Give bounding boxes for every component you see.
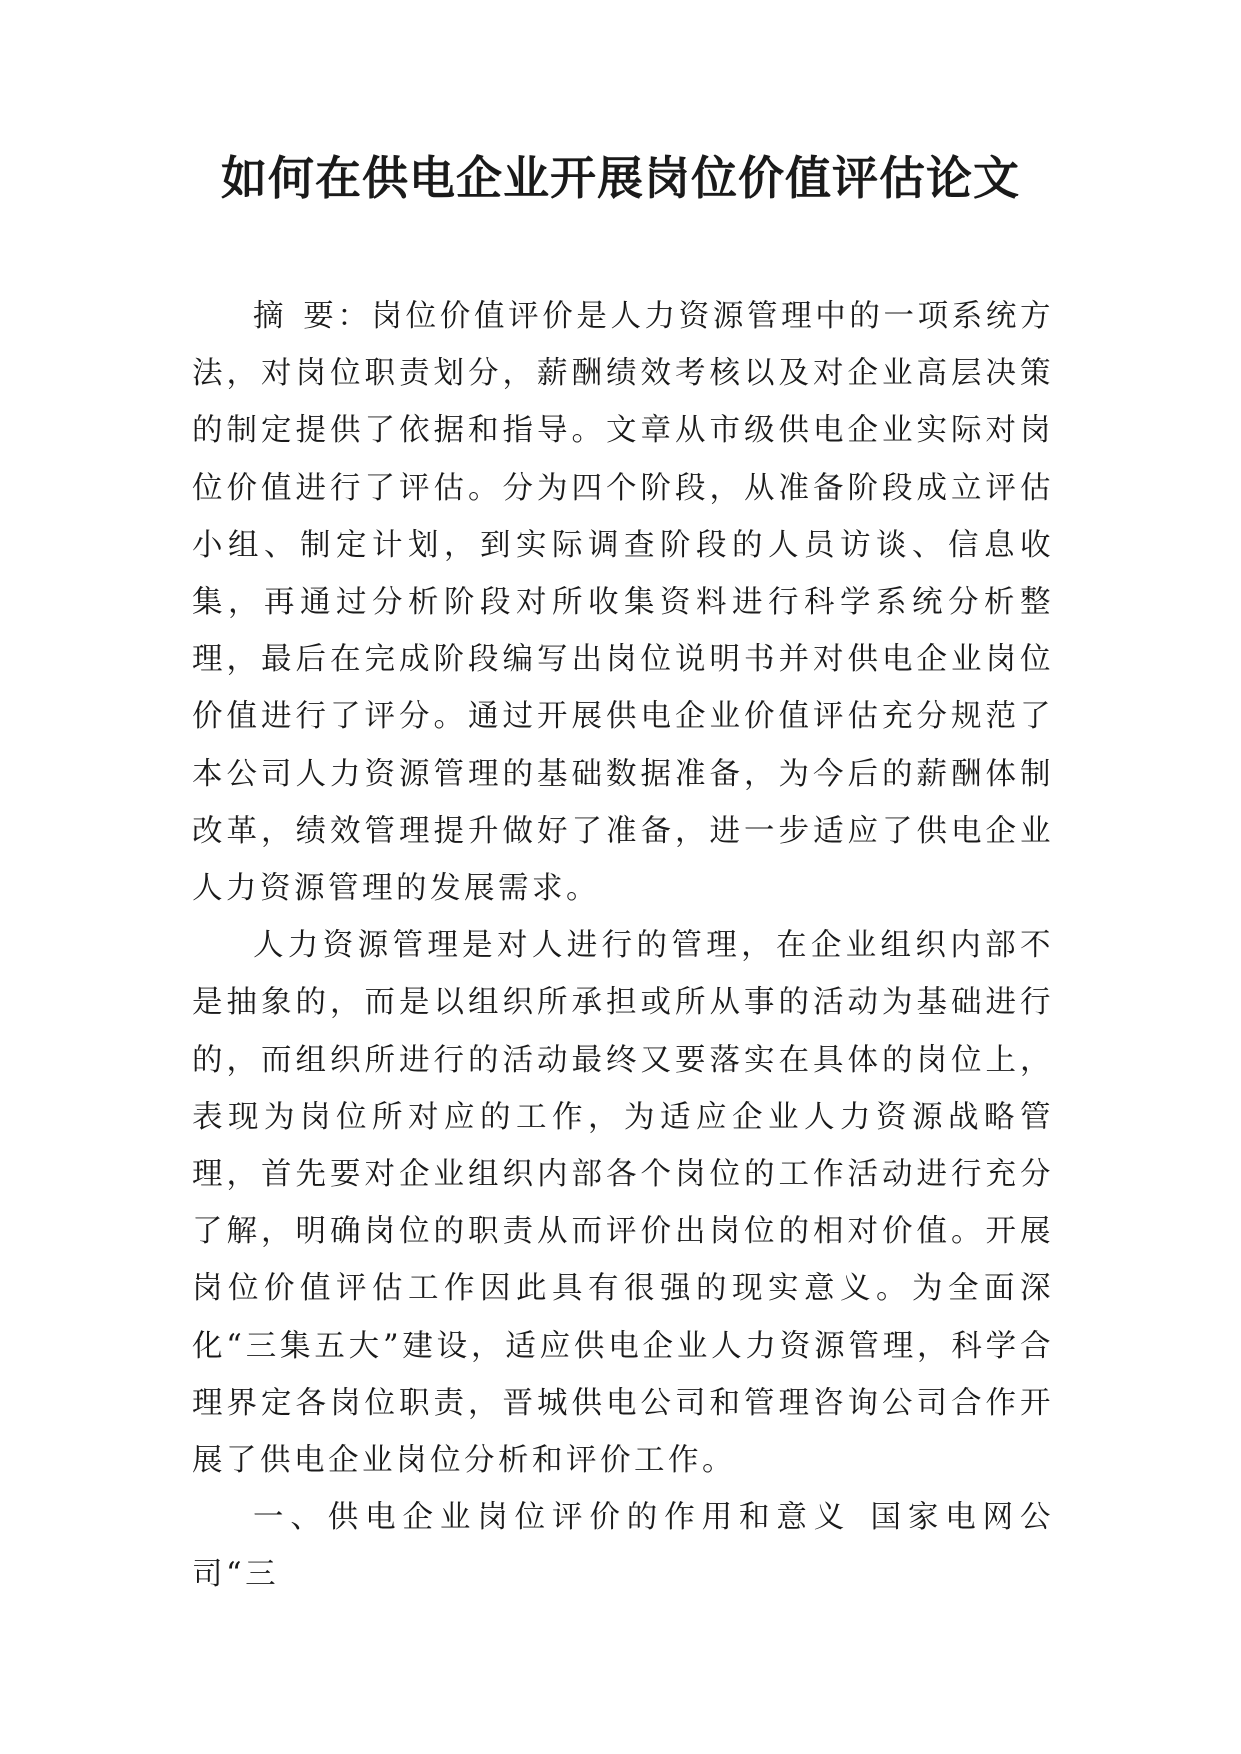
document-body (192, 288, 1054, 1604)
abstract-label-first: 摘 (253, 299, 288, 334)
section-heading: 一、供电企业岗位评价的作用和意义 (253, 1500, 852, 1536)
abstract-paragraph (192, 288, 1054, 917)
document-title: 如何在供电企业开展岗位价值评估论文 (221, 151, 1020, 205)
abstract-label-second: 要： (303, 299, 372, 334)
body-paragraph-1: 人力资源管理是对人进行的管理，在企业组织内部不是抽象的，而是以组织所承担或所从事的活动为基础进行的，而组织所进行的活动最终又要落实在具体的岗位上，表现为岗位所对应的工作，为适应企业人力资源战略管理，首先要对企业组织内部各个岗位的工作活动进行充分了解，明确岗位的职责从而评价出岗位的相对价值。开展岗位价值评估工作因此具有很强的现实意义。为全面深化“三集五大”建设，适应供电企业人力资源管理，科学合理界定各岗位职责，晋城供电公司和管理咨询公司合作开展了供电企业岗位分析和评价工作。 (192, 928, 1054, 1479)
abstract-text: 岗位价值评价是人力资源管理中的一项系统方法，对岗位职责划分，薪酬绩效考核以及对企业高层决策的制定提供了依据和指导。文章从市级供电企业实际对岗位价值进行了评估。分为四个阶段，从准备阶段成立评估小组、制定计划，到实际调查阶段的人员访谈、信息收集，再通过分析阶段对所收集资料进行科学系统分析整理，最后在完成阶段编写出岗位说明书并对供电企业岗位价值进行了评分。通过开展供电企业价值评估充分规范了本公司人力资源管理的基础数据准备，为今后的薪酬体制改革，绩效管理提升做好了准备，进一步适应了供电企业人力资源管理的发展需求。 (192, 299, 1055, 907)
section-text: 国家电网公司“三 (192, 1500, 1055, 1593)
section-paragraph (192, 1489, 1054, 1603)
